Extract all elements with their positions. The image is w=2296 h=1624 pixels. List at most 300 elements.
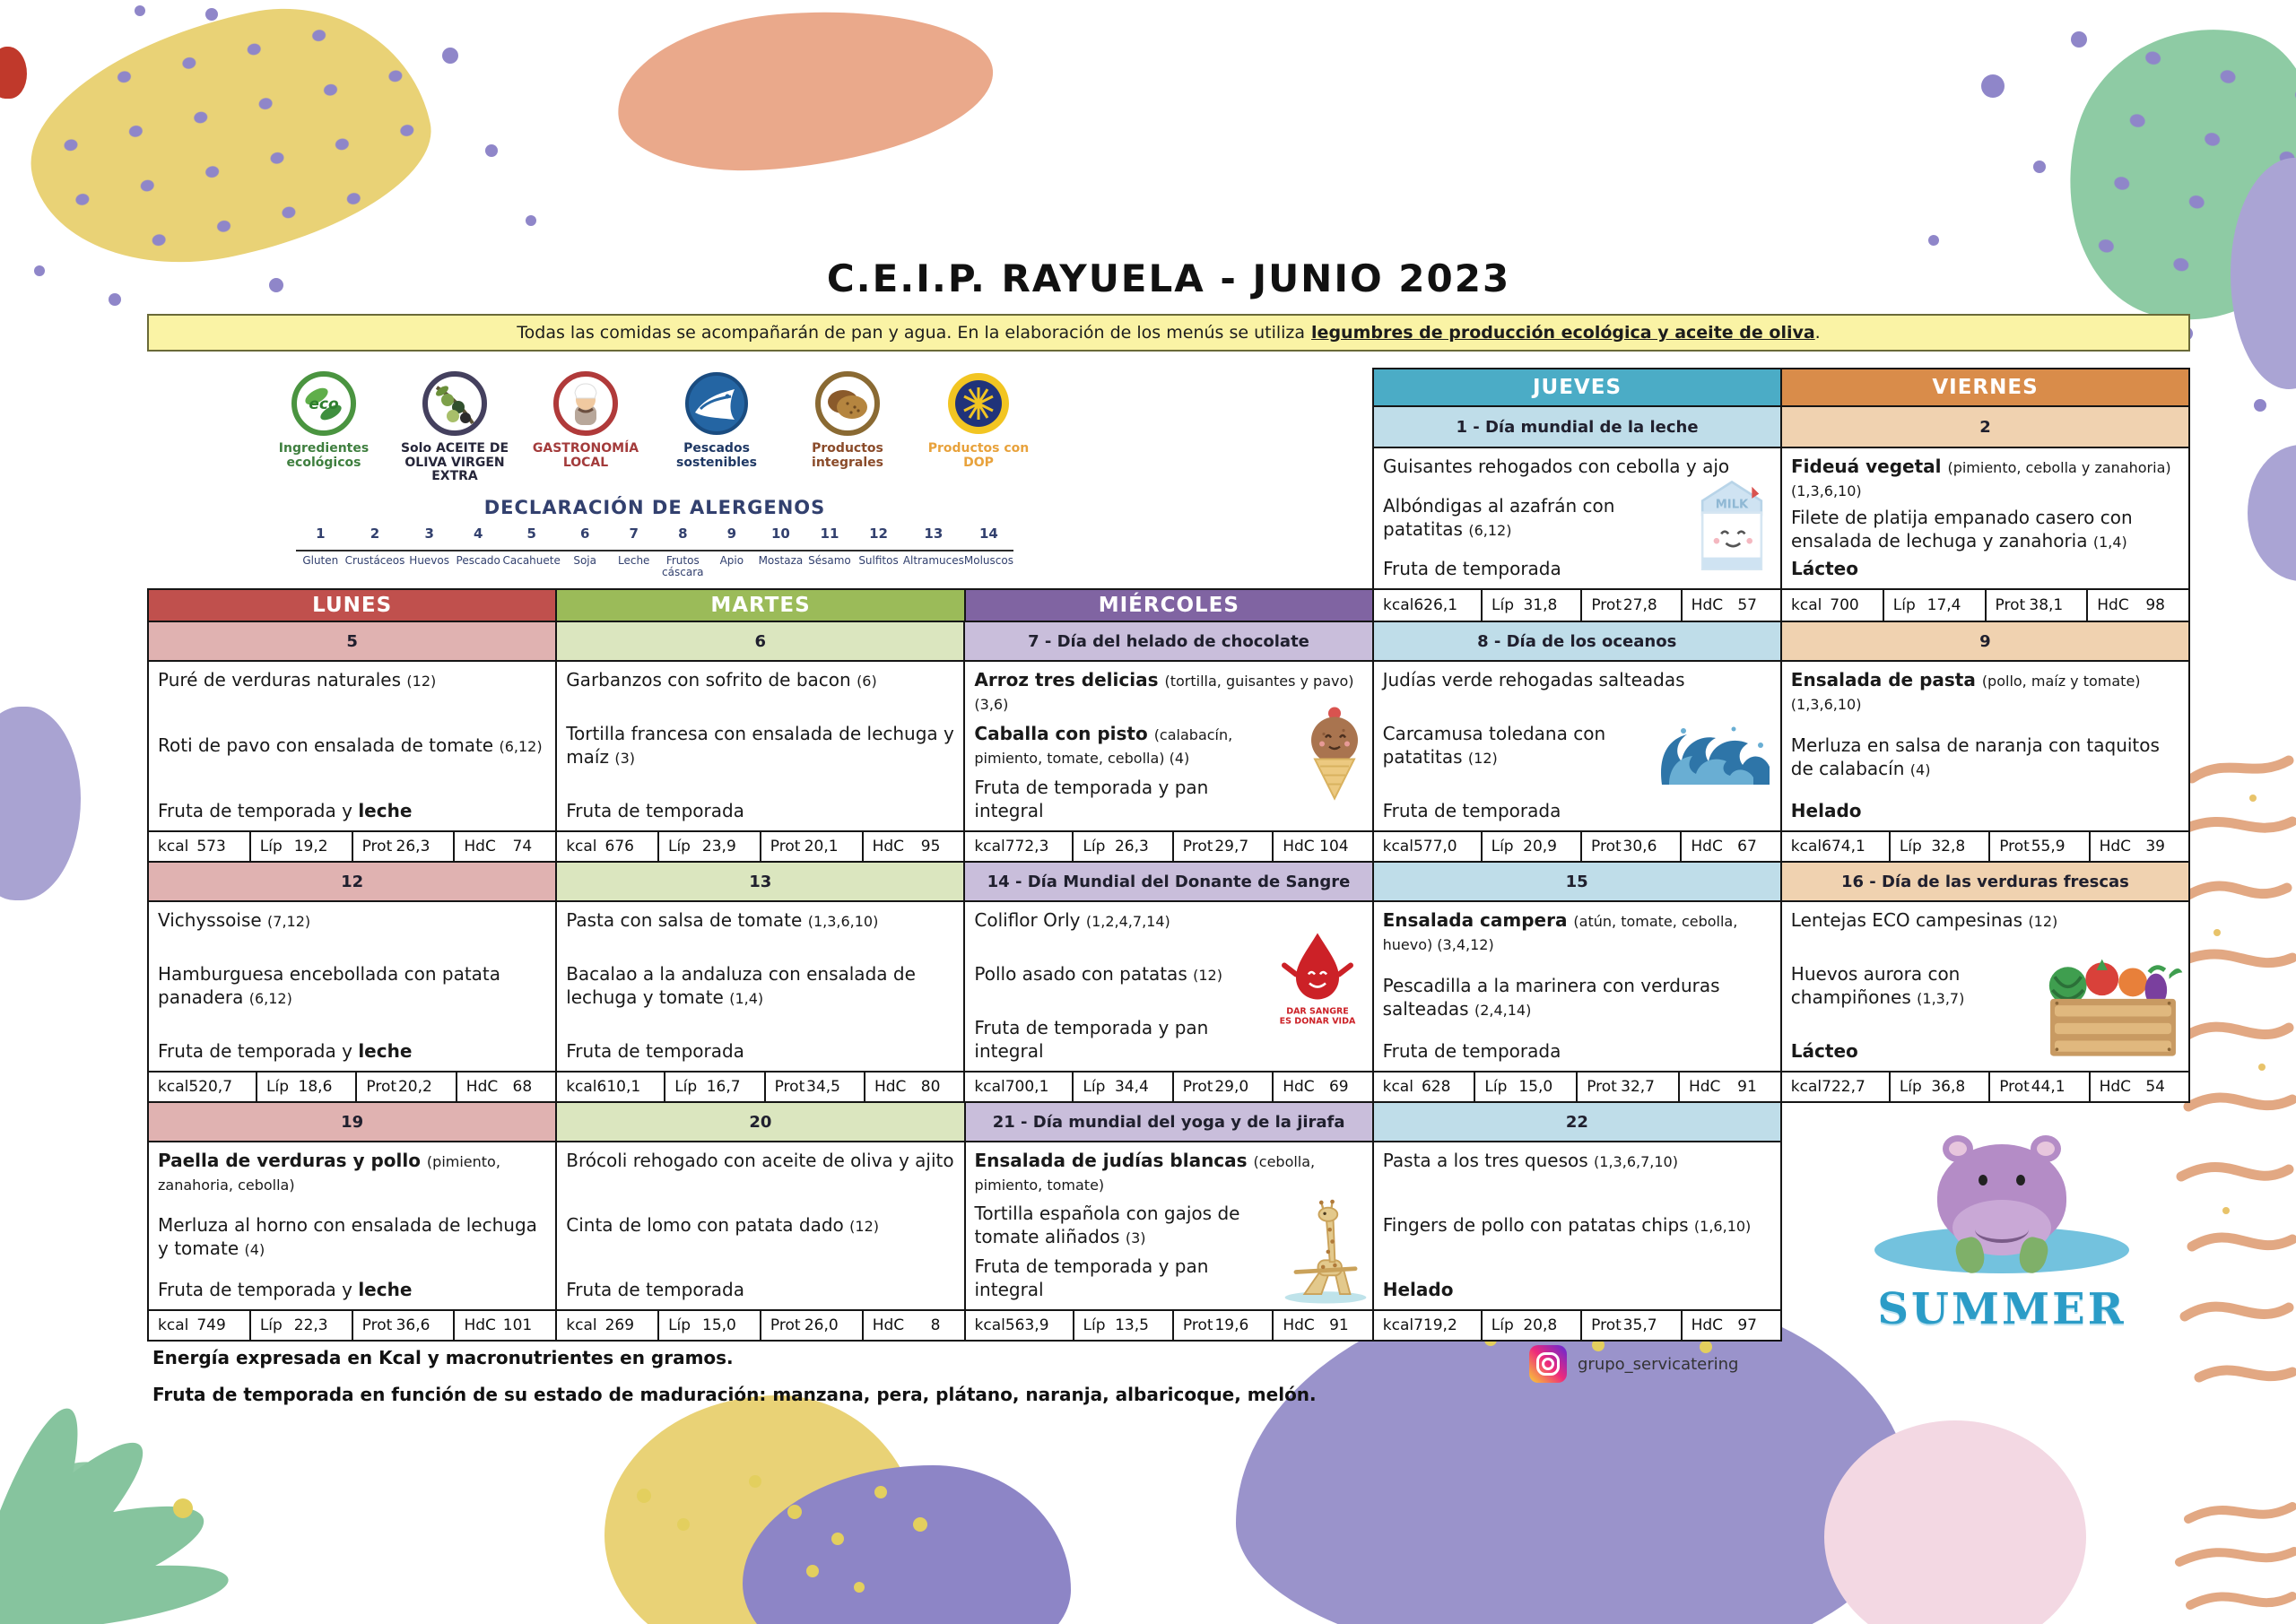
macro-value: 719,2 bbox=[1413, 1316, 1457, 1334]
decor-dot bbox=[485, 144, 498, 157]
badge-caption: Productos con DOP bbox=[927, 441, 1030, 470]
macro-líp bbox=[1074, 1073, 1171, 1101]
badge-chef bbox=[520, 369, 651, 484]
day-header-lunes: LUNES bbox=[149, 590, 555, 621]
instagram-icon[interactable] bbox=[1529, 1345, 1567, 1383]
macro-prot bbox=[1990, 832, 2088, 861]
allergen-declaration bbox=[296, 497, 1013, 578]
decor-dot bbox=[109, 293, 121, 306]
wave-illustration bbox=[1657, 713, 1773, 794]
macro-row-15 bbox=[1374, 1073, 1780, 1101]
macro-value: 32,8 bbox=[1931, 838, 1966, 855]
macro-value: 39 bbox=[2145, 838, 2165, 855]
allergen-name: Apio bbox=[708, 550, 757, 567]
macro-value: 34,5 bbox=[806, 1078, 840, 1096]
allergen-item-3 bbox=[404, 525, 454, 578]
calendar-week-1 bbox=[1372, 368, 2190, 622]
dish-text: Albóndigas al azafrán con patatitas bbox=[1383, 495, 1615, 540]
ice-cream-illustration bbox=[1302, 701, 1365, 804]
macro-label: Líp bbox=[259, 1316, 283, 1334]
macro-líp bbox=[1891, 832, 1988, 861]
macro-líp bbox=[251, 1311, 352, 1340]
dish-text: Fruta de temporada bbox=[566, 800, 744, 821]
macro-value: 36,8 bbox=[1931, 1078, 1966, 1096]
macro-label: Líp bbox=[1484, 1078, 1508, 1096]
banner-text-suffix: . bbox=[1814, 323, 1821, 343]
macro-label: Prot bbox=[1182, 1078, 1213, 1096]
dish-line bbox=[1383, 1278, 1771, 1301]
macro-value: 772,3 bbox=[1004, 838, 1049, 855]
macro-value: 54 bbox=[2145, 1078, 2165, 1096]
macro-kcal bbox=[1782, 590, 1883, 621]
macro-value: 29,7 bbox=[1214, 838, 1249, 855]
menu-cell-12 bbox=[149, 902, 555, 1071]
menu-cell-15 bbox=[1374, 902, 1780, 1071]
dish-text: Carcamusa toledana con patatitas bbox=[1382, 723, 1606, 768]
menu-cell-5 bbox=[149, 662, 555, 830]
macro-líp bbox=[1074, 832, 1171, 861]
decor-dot bbox=[135, 5, 145, 16]
allergen-item-12 bbox=[854, 525, 903, 578]
macro-label: HdC bbox=[1691, 1316, 1724, 1334]
macro-value: 13,5 bbox=[1115, 1316, 1149, 1334]
menu-cell-2 bbox=[1782, 448, 2188, 588]
macro-label: Líp bbox=[266, 1078, 290, 1096]
dish-line bbox=[566, 1213, 954, 1237]
macro-value: 20,9 bbox=[1523, 838, 1557, 855]
macro-prot bbox=[761, 832, 862, 861]
macro-label: Prot bbox=[1591, 1316, 1622, 1334]
allergen-number: 5 bbox=[526, 525, 536, 542]
dish-text: Arroz tres delicias bbox=[974, 669, 1165, 690]
dish-text: Hamburguesa encebollada con patata panadera bbox=[158, 963, 501, 1008]
macro-label: Prot bbox=[1591, 596, 1622, 614]
date-cell-14: 14 - Día Mundial del Donante de Sangre bbox=[965, 863, 1371, 900]
dish-line bbox=[158, 962, 546, 1009]
dish-text: Fruta de temporada y bbox=[158, 800, 359, 821]
dish-line bbox=[1383, 974, 1771, 1020]
allergen-name: Sésamo bbox=[805, 550, 855, 567]
dish-text: (2,4,14) bbox=[1474, 1002, 1532, 1019]
macro-row-14 bbox=[965, 1073, 1371, 1101]
dish-line bbox=[566, 799, 954, 822]
decor-dot bbox=[787, 1505, 802, 1519]
macro-value: 36,6 bbox=[396, 1316, 430, 1334]
macro-prot bbox=[1582, 590, 1680, 621]
dish-text: (1,4) bbox=[2092, 534, 2127, 551]
macro-label: Líp bbox=[1491, 1316, 1514, 1334]
macro-label: HdC bbox=[465, 1078, 499, 1096]
macro-label: kcal bbox=[1382, 1316, 1414, 1334]
macro-label: HdC bbox=[1691, 596, 1724, 614]
macro-kcal bbox=[1782, 832, 1889, 861]
dish-line bbox=[158, 1149, 546, 1195]
macro-value: 520,7 bbox=[188, 1078, 233, 1096]
dish-text: Tortilla francesa con ensalada de lechuga y maíz bbox=[566, 723, 954, 768]
macro-value: 104 bbox=[1319, 838, 1349, 855]
dish-text: Fingers de pollo con patatas chips bbox=[1382, 1214, 1694, 1236]
macro-label: Prot bbox=[1587, 1078, 1617, 1096]
dish-line bbox=[566, 722, 954, 769]
macro-kcal bbox=[557, 832, 657, 861]
dish-text: Fruta de temporada y pan integral bbox=[974, 1255, 1209, 1300]
dish-text: (12) bbox=[1467, 750, 1498, 767]
macro-hdc bbox=[455, 832, 555, 861]
macro-líp bbox=[665, 1073, 763, 1101]
allergen-number: 12 bbox=[869, 525, 888, 542]
macro-kcal bbox=[149, 832, 249, 861]
decor-dot bbox=[1981, 74, 2005, 98]
dish-text: (12) bbox=[849, 1218, 879, 1235]
dish-text: Brócoli rehogado con aceite de oliva y ajito bbox=[566, 1150, 954, 1171]
macro-label: Líp bbox=[668, 1316, 691, 1334]
menu-cell-20 bbox=[557, 1142, 963, 1309]
macro-row-19 bbox=[149, 1311, 555, 1340]
dish-line bbox=[566, 1039, 954, 1063]
macro-label: HdC bbox=[1688, 1078, 1721, 1096]
dish-text: Garbanzos con sofrito de bacon bbox=[566, 669, 857, 690]
date-cell-9: 9 bbox=[1782, 622, 2188, 660]
macro-label: kcal bbox=[974, 1078, 1005, 1096]
macro-value: 20,2 bbox=[397, 1078, 432, 1096]
macro-row-21 bbox=[966, 1311, 1372, 1340]
macro-label: kcal bbox=[974, 838, 1005, 855]
macro-value: 26,3 bbox=[1114, 838, 1149, 855]
macro-label: Líp bbox=[674, 1078, 698, 1096]
macro-value: 98 bbox=[2145, 596, 2165, 614]
macro-label: kcal bbox=[1382, 838, 1413, 855]
macro-label: Líp bbox=[1892, 596, 1916, 614]
macro-value: 57 bbox=[1737, 596, 1757, 614]
macro-label: kcal bbox=[1791, 596, 1822, 614]
macro-kcal bbox=[966, 1311, 1073, 1340]
dish-text: leche bbox=[358, 800, 413, 821]
calendar-week-2 bbox=[147, 621, 2190, 863]
allergen-name: Pescado bbox=[454, 550, 503, 567]
dish-text: (12) bbox=[406, 673, 437, 690]
macro-label: Prot bbox=[1999, 1078, 2030, 1096]
badge-eco-leaves bbox=[258, 369, 389, 484]
macro-prot bbox=[761, 1311, 862, 1340]
allergen-item-11 bbox=[805, 525, 855, 578]
calendar-week-4 bbox=[147, 1101, 1782, 1342]
decor-dot bbox=[2033, 161, 2046, 173]
macro-kcal bbox=[1374, 590, 1481, 621]
dish-line bbox=[566, 668, 954, 691]
menu-cell-22 bbox=[1374, 1142, 1780, 1309]
date-cell-5: 5 bbox=[149, 622, 555, 660]
decor-dot bbox=[1928, 235, 1939, 246]
macro-value: 34,4 bbox=[1114, 1078, 1149, 1096]
dish-text: (1,2,4,7,14) bbox=[1085, 913, 1170, 930]
macro-label: kcal bbox=[974, 1316, 1005, 1334]
dish-text: Fruta de temporada bbox=[566, 1040, 744, 1062]
dish-line bbox=[1383, 799, 1771, 822]
dish-text: (4) bbox=[244, 1241, 265, 1258]
badge-caption: Productos integrales bbox=[812, 441, 883, 470]
macro-prot bbox=[1582, 832, 1680, 861]
dish-text: (pimiento, zanahoria, cebolla) bbox=[158, 1153, 500, 1194]
dish-line bbox=[1383, 1149, 1771, 1172]
dish-text: Filete de platija empanado casero con ensalada de lechuga y zanahoria bbox=[1791, 507, 2133, 551]
macro-líp bbox=[1074, 1311, 1172, 1340]
macro-row-8 bbox=[1374, 832, 1780, 861]
dish-text: (calabacín, pimiento, tomate, cebolla) (4) bbox=[974, 726, 1233, 767]
date-cell-16: 16 - Día de las verduras frescas bbox=[1782, 863, 2188, 900]
footer-fruit-note: Fruta de temporada en función de su estado de maduración: manzana, pera, plátano, naranja, albaricoque, melón. bbox=[152, 1384, 1317, 1405]
date-cell-15: 15 bbox=[1374, 863, 1780, 900]
dish-text: (6,12) bbox=[499, 738, 543, 755]
macro-label: HdC bbox=[1283, 1316, 1315, 1334]
macro-prot bbox=[1578, 1073, 1678, 1101]
date-cell-19: 19 bbox=[149, 1103, 555, 1141]
macro-label: Líp bbox=[259, 838, 283, 855]
dish-line bbox=[1791, 734, 2179, 780]
badge-wholegrain-bread bbox=[782, 369, 913, 484]
dish-text: Ensalada de judías blancas bbox=[974, 1150, 1254, 1171]
macro-label: Prot bbox=[366, 1078, 397, 1096]
allergen-name: Huevos bbox=[404, 550, 454, 567]
macro-value: 722,7 bbox=[1822, 1078, 1866, 1096]
macro-hdc bbox=[2091, 1073, 2188, 1101]
macro-value: 55,9 bbox=[2031, 838, 2066, 855]
macro-hdc bbox=[1683, 590, 1780, 621]
date-cell-6: 6 bbox=[557, 622, 963, 660]
macro-row-20 bbox=[557, 1311, 963, 1340]
macro-row-13 bbox=[557, 1073, 963, 1101]
dish-text: Lácteo bbox=[1790, 1040, 1858, 1062]
macro-label: kcal bbox=[158, 1078, 189, 1096]
dish-text: Tortilla española con gajos de tomate aliñados bbox=[974, 1203, 1240, 1247]
macro-value: 23,9 bbox=[701, 838, 736, 855]
svg-text:eco: eco bbox=[309, 395, 339, 413]
dish-text: (1,3,6,10) bbox=[807, 913, 879, 930]
macro-label: HdC bbox=[872, 838, 905, 855]
menu-cell-14 bbox=[965, 902, 1371, 1071]
macro-prot bbox=[353, 1311, 454, 1340]
allergen-number: 2 bbox=[370, 525, 380, 542]
dish-text: Helado bbox=[1382, 1279, 1454, 1300]
allergen-item-6 bbox=[561, 525, 610, 578]
wholegrain-bread-icon bbox=[813, 369, 882, 438]
macro-label: kcal bbox=[158, 838, 189, 855]
dish-text: (tortilla, guisantes y pavo) (3,6) bbox=[974, 673, 1354, 713]
dish-line bbox=[566, 962, 954, 1009]
macro-kcal bbox=[149, 1073, 256, 1101]
decor-blob-lavender-rightmid bbox=[2248, 445, 2296, 581]
dish-line bbox=[1383, 1039, 1771, 1063]
banner-text: Todas las comidas se acompañarán de pan y agua. En la elaboración de los menús se utiliza bbox=[517, 323, 1306, 343]
allergen-name: Leche bbox=[609, 550, 658, 567]
footer-energy-note: Energía expresada en Kcal y macronutrientes en gramos. bbox=[152, 1347, 734, 1368]
macro-kcal bbox=[965, 1073, 1072, 1101]
macro-label: HdC bbox=[872, 1316, 905, 1334]
allergen-number: 10 bbox=[770, 525, 790, 542]
dish-text: (12) bbox=[1193, 967, 1222, 984]
macro-label: Líp bbox=[1083, 1078, 1106, 1096]
menu-cell-9 bbox=[1782, 662, 2188, 830]
macro-líp bbox=[1891, 1073, 1988, 1101]
decor-blob-purple-left bbox=[0, 707, 81, 900]
macro-prot bbox=[357, 1073, 455, 1101]
macro-líp bbox=[1483, 590, 1580, 621]
decor-dot bbox=[806, 1565, 819, 1577]
allergen-number: 4 bbox=[474, 525, 483, 542]
day-header-jueves: JUEVES bbox=[1374, 369, 1780, 405]
allergen-item-5 bbox=[503, 525, 561, 578]
dish-text: Fruta de temporada bbox=[1383, 558, 1561, 579]
allergen-name: Cacahuete bbox=[503, 550, 561, 567]
dish-text: (6) bbox=[857, 673, 877, 690]
macro-row-16 bbox=[1782, 1073, 2188, 1101]
macro-hdc bbox=[1680, 1073, 1780, 1101]
info-banner bbox=[147, 314, 2190, 352]
eco-leaves-icon bbox=[290, 369, 358, 438]
macro-prot bbox=[766, 1073, 864, 1101]
macro-label: Prot bbox=[361, 838, 393, 855]
dish-text: Helado bbox=[1790, 800, 1862, 821]
macro-prot bbox=[1174, 1311, 1272, 1340]
macro-row-12 bbox=[149, 1073, 555, 1101]
macro-label: Líp bbox=[1899, 838, 1922, 855]
decor-dot bbox=[854, 1582, 865, 1593]
dish-line bbox=[158, 1039, 546, 1063]
dish-text: Fruta de temporada bbox=[1382, 1040, 1561, 1062]
dish-text: Fruta de temporada y pan integral bbox=[974, 1017, 1209, 1062]
dish-line bbox=[1791, 557, 2179, 580]
macro-value: 8 bbox=[930, 1316, 941, 1334]
macro-value: 626,1 bbox=[1413, 596, 1458, 614]
macro-value: 35,7 bbox=[1622, 1316, 1657, 1334]
macro-kcal bbox=[1374, 1311, 1481, 1340]
macro-label: HdC bbox=[464, 1316, 496, 1334]
dish-text: Fruta de temporada y bbox=[158, 1279, 359, 1300]
macro-value: 95 bbox=[920, 838, 941, 855]
macro-hdc bbox=[1682, 832, 1779, 861]
hippo-graphic bbox=[1858, 1141, 2145, 1284]
dish-text: Lácteo bbox=[1791, 558, 1858, 579]
macro-value: 91 bbox=[1737, 1078, 1757, 1096]
date-cell-7: 7 - Día del helado de chocolate bbox=[965, 622, 1371, 660]
page-title: C.E.I.P. RAYUELA - JUNIO 2023 bbox=[826, 256, 1511, 300]
macro-value: 26,3 bbox=[396, 838, 430, 855]
chef-icon bbox=[552, 369, 620, 438]
decor-coral-bottomright bbox=[2135, 1489, 2296, 1623]
macro-label: kcal bbox=[566, 1316, 597, 1334]
milk-carton-illustration bbox=[1691, 465, 1773, 582]
macro-label: HdC bbox=[2099, 1078, 2132, 1096]
macro-líp bbox=[251, 832, 352, 861]
dish-text: Caballa con pisto bbox=[974, 723, 1154, 744]
macro-value: 749 bbox=[196, 1316, 226, 1334]
macro-label: HdC bbox=[464, 838, 496, 855]
dish-line bbox=[975, 1149, 1363, 1195]
menu-cell-16 bbox=[1782, 902, 2188, 1071]
dish-line bbox=[1791, 506, 2179, 552]
dish-text: Pollo asado con patatas bbox=[974, 963, 1194, 985]
macro-label: kcal bbox=[158, 1316, 189, 1334]
dish-text: (3) bbox=[614, 750, 636, 767]
decor-dot bbox=[526, 215, 536, 226]
macro-hdc bbox=[2091, 832, 2188, 861]
menu-cell-7 bbox=[965, 662, 1371, 830]
dish-line bbox=[158, 668, 546, 691]
sustainable-fish-icon bbox=[683, 369, 751, 438]
date-cell-12: 12 bbox=[149, 863, 555, 900]
macro-hdc bbox=[864, 832, 964, 861]
dish-text: Bacalao a la andaluza con ensalada de lechuga y tomate bbox=[566, 963, 916, 1008]
macro-value: 26,0 bbox=[804, 1316, 839, 1334]
macro-label: Prot bbox=[361, 1316, 393, 1334]
dish-line bbox=[158, 908, 546, 932]
macro-label: kcal bbox=[1383, 596, 1414, 614]
macro-label: Prot bbox=[774, 1078, 805, 1096]
dish-text: Roti de pavo con ensalada de tomate bbox=[158, 734, 500, 756]
badge-caption: Ingredientes ecológicos bbox=[278, 441, 370, 470]
dish-text: Fruta de temporada y bbox=[158, 1040, 359, 1062]
macro-kcal bbox=[1782, 1073, 1889, 1101]
dish-text: (4) bbox=[1909, 761, 1931, 778]
allergen-item-7 bbox=[609, 525, 658, 578]
macro-label: kcal bbox=[1790, 838, 1822, 855]
decor-dot bbox=[677, 1518, 690, 1531]
day-header-miercoles: MIÉRCOLES bbox=[966, 590, 1372, 621]
menu-cell-6 bbox=[557, 662, 963, 830]
macro-líp bbox=[659, 832, 760, 861]
quality-badges bbox=[258, 369, 1044, 484]
menu-cell-21 bbox=[966, 1142, 1372, 1309]
macro-value: 74 bbox=[512, 838, 533, 855]
macro-label: kcal bbox=[1790, 1078, 1822, 1096]
decor-blob-salmon-topcenter bbox=[613, 0, 999, 179]
macro-label: Prot bbox=[1182, 838, 1213, 855]
macro-value: 29,0 bbox=[1214, 1078, 1249, 1096]
macro-hdc bbox=[1274, 1311, 1371, 1340]
macro-label: Prot bbox=[770, 1316, 801, 1334]
allergen-item-13 bbox=[903, 525, 964, 578]
dish-text: Vichyssoise bbox=[158, 909, 268, 931]
dish-text: Merluza al horno con ensalada de lechuga y tomate bbox=[158, 1214, 537, 1259]
macro-value: 16,7 bbox=[706, 1078, 741, 1096]
decor-dot bbox=[637, 1489, 651, 1503]
macro-row-22 bbox=[1374, 1311, 1780, 1340]
dish-text: leche bbox=[358, 1279, 413, 1300]
allergen-item-4 bbox=[454, 525, 503, 578]
decor-blob-yellow-topleft bbox=[9, 0, 449, 294]
olive-branch-icon bbox=[421, 369, 489, 438]
summer-label: SUMMER bbox=[1877, 1284, 2126, 1334]
macro-label: Líp bbox=[1899, 1078, 1922, 1096]
allergen-number: 14 bbox=[978, 525, 998, 542]
macro-value: 80 bbox=[920, 1078, 941, 1096]
menu-cell-19 bbox=[149, 1142, 555, 1309]
allergen-name: Crustáceos bbox=[345, 550, 405, 567]
decor-dot bbox=[2071, 31, 2087, 48]
badge-sustainable-fish bbox=[651, 369, 782, 484]
macro-prot bbox=[1174, 1073, 1272, 1101]
macro-líp bbox=[1483, 1311, 1580, 1340]
macro-label: HdC bbox=[2097, 596, 2129, 614]
macro-value: 101 bbox=[502, 1316, 533, 1334]
dish-line bbox=[158, 799, 546, 822]
macro-líp bbox=[257, 1073, 355, 1101]
allergen-name: Sulfitos bbox=[854, 550, 903, 567]
macro-label: HdC bbox=[1283, 1078, 1315, 1096]
allergen-number: 6 bbox=[579, 525, 590, 542]
allergen-name: Moluscos bbox=[964, 550, 1013, 567]
dish-text: Fideuá vegetal bbox=[1791, 456, 1948, 477]
macro-row-5 bbox=[149, 832, 555, 861]
